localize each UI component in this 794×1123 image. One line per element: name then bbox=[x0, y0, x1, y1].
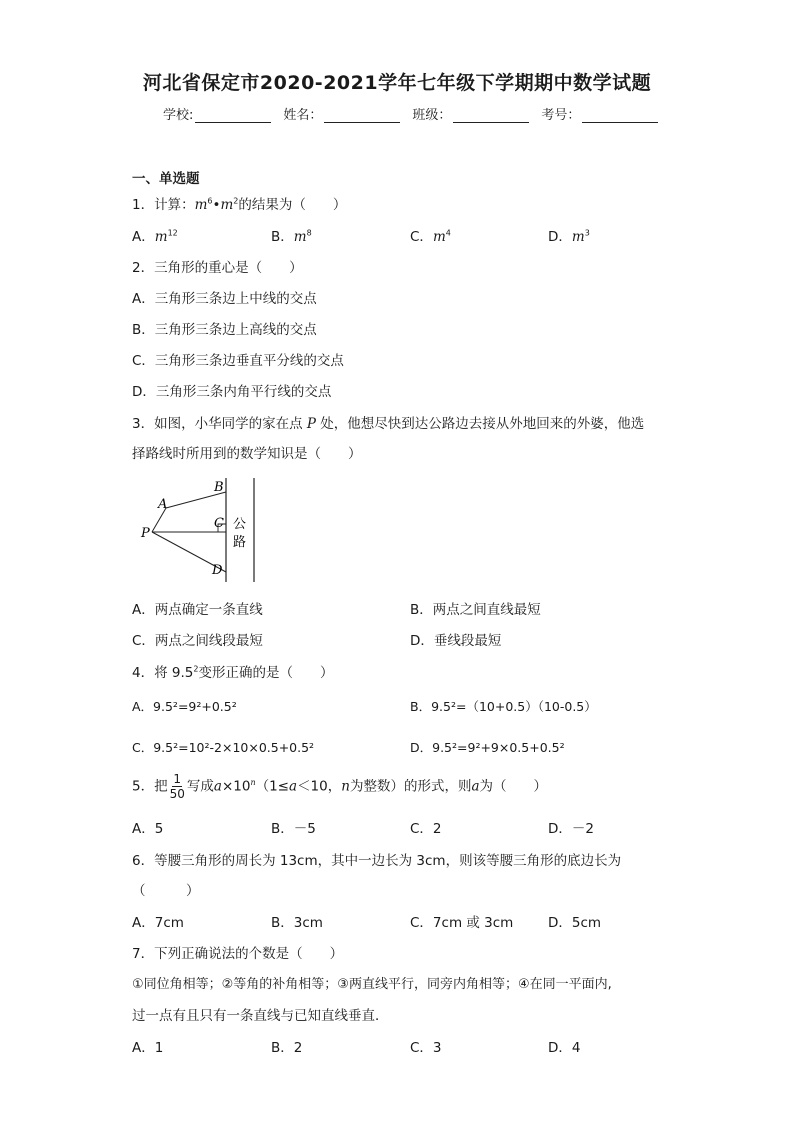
section-heading: 一、单选题 bbox=[132, 171, 200, 187]
exam-number-field bbox=[541, 104, 666, 123]
q3-option-b: B．两点之间直线最短 bbox=[410, 602, 541, 618]
q4-option-c: C．9.5²=10²-2×10×0.5+0.5² bbox=[132, 740, 315, 755]
q4-option-b: B．9.5²=（10+0.5）（10-0.5） bbox=[410, 699, 597, 714]
label-a: A bbox=[158, 497, 168, 512]
exam-number-blank bbox=[582, 108, 658, 123]
question-1 bbox=[132, 193, 346, 213]
class-blank bbox=[453, 108, 529, 123]
question-2: 2．三角形的重心是（ ） bbox=[132, 260, 303, 276]
question-7-body-1: ①同位角相等；②等角的补角相等；③两直线平行，同旁内角相等；④在同一平面内, bbox=[132, 977, 612, 992]
q7-option-d: D．4 bbox=[548, 1040, 581, 1056]
q1-option-c: C．$m^4$ bbox=[410, 228, 451, 245]
q1-tail: 的结果为（ ） bbox=[238, 197, 347, 213]
q1-exp2: 2 bbox=[233, 196, 239, 206]
q1-base1: m bbox=[194, 197, 208, 213]
question-7-body-2: 过一点有且只有一条直线与已知直线垂直． bbox=[132, 1008, 389, 1024]
q2-option-c: C．三角形三条边垂直平分线的交点 bbox=[132, 353, 344, 369]
school-field bbox=[163, 104, 279, 123]
q5-option-b: B．－5 bbox=[271, 821, 316, 837]
q6-option-c: C．7cm 或 3cm bbox=[410, 915, 514, 931]
q6-option-d: D．5cm bbox=[548, 915, 602, 931]
question-6: 6．等腰三角形的周长为 13cm，其中一边长为 3cm，则该等腰三角形的底边长为 bbox=[132, 853, 622, 869]
class-label: 班级： bbox=[412, 108, 452, 123]
question-4: 4．将 $9.5^2$变形正确的是（ ） bbox=[132, 664, 334, 681]
question-7: 7．下列正确说法的个数是（ ） bbox=[132, 946, 344, 962]
q1-dot: • bbox=[212, 197, 221, 213]
label-c: C bbox=[214, 516, 224, 531]
q5-option-c: C．2 bbox=[410, 821, 442, 837]
label-d: D bbox=[212, 563, 223, 578]
q1-option-b: B．$m^8$ bbox=[271, 228, 312, 245]
label-p: P bbox=[141, 526, 150, 541]
q3-option-a: A．两点确定一条直线 bbox=[132, 602, 263, 618]
student-info-line bbox=[163, 104, 670, 123]
road-char-2: 路 bbox=[233, 535, 247, 550]
q3-option-c: C．两点之间线段最短 bbox=[132, 633, 263, 649]
q1-number: 1．计算： bbox=[132, 197, 195, 213]
q6-option-b: B．3cm bbox=[271, 915, 323, 931]
q2-option-b: B．三角形三条边上高线的交点 bbox=[132, 322, 317, 338]
q3-point-p: P bbox=[306, 416, 316, 432]
question-6-cont: （ ） bbox=[132, 883, 200, 899]
road-char-1: 公 bbox=[233, 517, 247, 532]
q4-option-a: A．9.5²=9²+0.5² bbox=[132, 699, 237, 714]
q4-option-d: D．9.5²=9²+9×0.5+0.5² bbox=[410, 740, 565, 755]
q1-exp1: 6 bbox=[207, 196, 213, 206]
road-diagram bbox=[136, 476, 276, 586]
q7-option-a: A．1 bbox=[132, 1040, 164, 1056]
q6-option-a: A．7cm bbox=[132, 915, 184, 931]
question-3-line-1: 3．如图，小华同学的家在点 P 处，他想尽快到达公路边去接从外地回来的外婆，他选 bbox=[132, 416, 645, 432]
question-3-line-2: 择路线时所用到的数学知识是（ ） bbox=[132, 446, 362, 462]
q2-option-a: A．三角形三条边上中线的交点 bbox=[132, 291, 317, 307]
q2-option-d: D．三角形三条内角平行线的交点 bbox=[132, 384, 332, 400]
q7-option-b: B．2 bbox=[271, 1040, 303, 1056]
class-field bbox=[412, 104, 537, 123]
name-field bbox=[283, 104, 408, 123]
q5-fraction: $\frac{1}{50}$ bbox=[169, 772, 185, 801]
page-title: 河北省保定市2020-2021学年七年级下学期期中数学试题 bbox=[142, 72, 652, 94]
q4-exp: 2 bbox=[193, 664, 199, 674]
exam-number-label: 考号： bbox=[541, 108, 581, 123]
question-5: 5．把 $\frac{1}{50}$ 写成$a\times 10^n(1\le a<10$，n为整数）的形式，则a为（ ） bbox=[132, 772, 548, 801]
q1-option-d: D．$m^3$ bbox=[548, 228, 590, 245]
name-blank bbox=[324, 108, 400, 123]
q4-base: 9.5 bbox=[171, 665, 194, 681]
q3-option-d: D．垂线段最短 bbox=[410, 633, 502, 649]
q1-option-a: A．$m^{12}$ bbox=[132, 228, 178, 245]
school-label: 学校: bbox=[163, 108, 194, 123]
name-label: 姓名： bbox=[283, 108, 323, 123]
label-b: B bbox=[214, 480, 224, 495]
q5-option-a: A．5 bbox=[132, 821, 164, 837]
q5-option-d: D．－2 bbox=[548, 821, 594, 837]
q1-base2: m bbox=[220, 197, 234, 213]
school-blank bbox=[195, 108, 271, 123]
q7-option-c: C．3 bbox=[410, 1040, 442, 1056]
